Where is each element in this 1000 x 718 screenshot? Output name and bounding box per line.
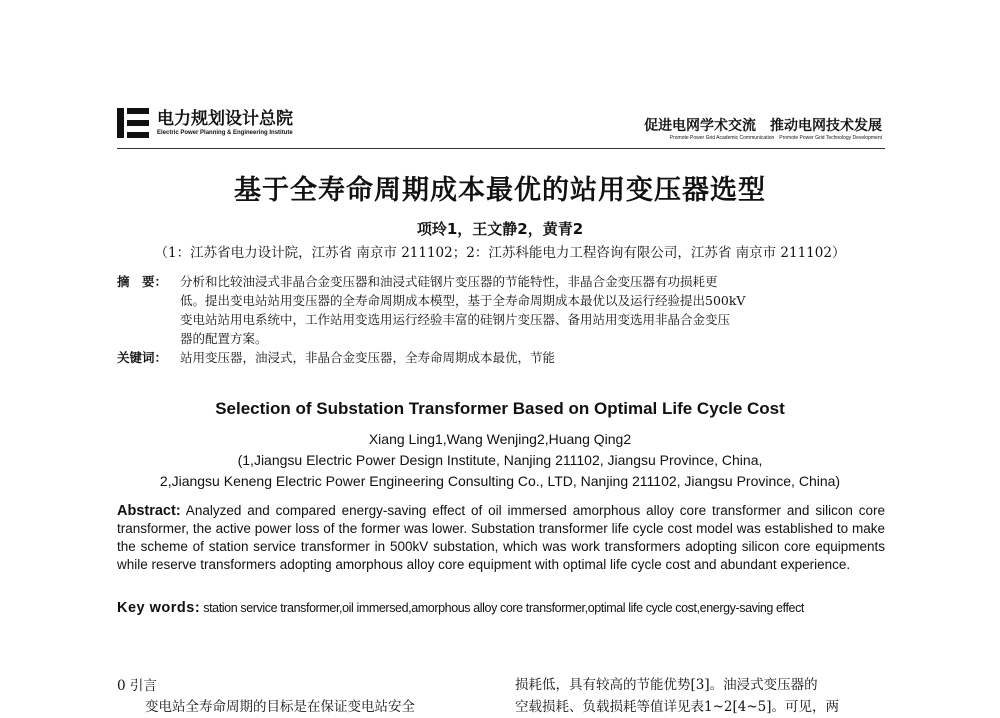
paper-title-cn: 基于全寿命周期成本最优的站用变压器选型 (234, 175, 766, 206)
affiliations-cn: （1：江苏省电力设计院，江苏省 南京市 211102；2：江苏科能电力工程咨询有限公司，江苏省 南京市 211102） (154, 245, 846, 261)
keywords-cn-text: 站用变压器，油浸式，非晶合金变压器，全寿命周期成本最优，节能 (180, 350, 556, 365)
body-text-right (515, 674, 839, 718)
institute-logo-icon (117, 108, 149, 138)
abstract-cn-line: 低。提出变电站站用变压器的全寿命周期成本模型，基于全寿命周期成本最优以及运行经验提出500kV (180, 293, 746, 308)
abstract-cn-line: 分析和比较油浸式非晶合金变压器和油浸式硅钢片变压器的节能特性，非晶合金变压器有功损耗更 (180, 274, 718, 289)
abstract-cn-line: 器的配置方案。 (180, 331, 268, 346)
keywords-en-text: station service transformer,oil immersed,amorphous alloy core transformer,optimal life cycle cost,energy-saving effect (200, 601, 804, 615)
header-divider (117, 148, 885, 149)
keywords-en-label: Key words: (117, 600, 201, 616)
abstract-cn-text (180, 272, 870, 348)
affiliation-en-line: 2,Jiangsu Keneng Electric Power Engineering Consulting Co., LTD, Nanjing 211102, Jiangsu Province, China) (159, 473, 841, 489)
journal-header-left (117, 108, 293, 138)
abstract-cn-line: 变电站站用电系统中，工作站用变选用运行经验丰富的硅钢片变压器、备用站用变选用非晶合金变压 (180, 312, 731, 327)
authors-cn: 项玲1，王文静2，黄青2 (416, 220, 584, 238)
abstract-cn-label: 摘 要： (117, 274, 168, 289)
body-text-left: 变电站全寿命周期的目标是在保证变电站安全 (145, 699, 415, 715)
abstract-en (117, 502, 885, 574)
org-name-cn: 电力规划设计总院 (157, 109, 293, 129)
abstract-en-text: Analyzed and compared energy-saving effect of oil immersed amorphous alloy core transformer and silicon core transformer, the active power loss of the former was lower. Substation transformer life cycle cost model was established to make the scheme of station service transformer in 500kV substation, which was work transformers adopting silicon core equipments while reserve transformers adopting amorphous alloy core equipment with optimal life cycle cost and abundant experience. (117, 503, 885, 572)
body-text-line: 损耗低，具有较高的节能优势[3]。油浸式变压器的 (515, 677, 818, 693)
keywords-cn-label: 关键词： (117, 350, 168, 365)
paper-title-en: Selection of Substation Transformer Based on Optimal Life Cycle Cost (215, 399, 785, 418)
body-text-line: 空载损耗、负载损耗等值详见表1~2[4~5]。可见，两 (515, 699, 840, 715)
affiliation-en-line: (1,Jiangsu Electric Power Design Institute, Nanjing 211102, Jiangsu Province, China, (237, 452, 763, 468)
org-name-en: Electric Power Planning & Engineering Institute (157, 130, 293, 136)
abstract-cn-block (117, 272, 885, 367)
keywords-en (117, 599, 885, 617)
authors-en: Xiang Ling1,Wang Wenjing2,Huang Qing2 (368, 431, 632, 447)
abstract-en-label: Abstract: (117, 503, 181, 519)
slogan-cn: 促进电网学术交流 推动电网技术发展 (644, 118, 882, 134)
slogan-en: Promote Power Grid Academic Communication Promote Power Grid Technology Development (669, 135, 882, 141)
section-heading: 0 引言 (117, 678, 157, 694)
journal-header-right (644, 117, 882, 142)
